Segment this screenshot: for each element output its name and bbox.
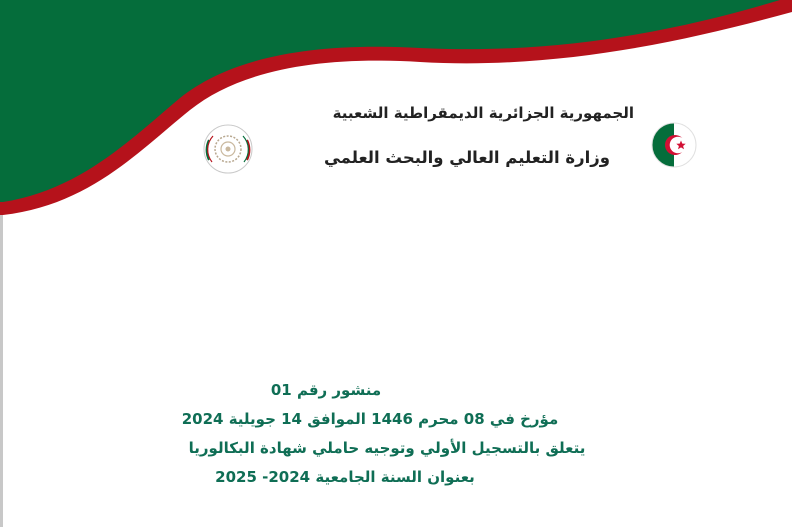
ministry-title: وزارة التعليم العالي والبحث العلمي	[323, 148, 610, 167]
circular-heading	[0, 376, 792, 492]
algerian-flag-icon	[651, 122, 697, 168]
circular-subject: يتعلق بالتسجيل الأولي وتوجيه حاملي شهادة البكالوريا	[188, 439, 586, 457]
republic-title: الجمهورية الجزائرية الديمقراطية الشعبية	[332, 104, 634, 122]
circular-date: مؤرخ في 08 محرم 1446 الموافق 14 جويلية 2024	[181, 410, 559, 428]
circular-academic-year: بعنوان السنة الجامعية 2024- 2025	[215, 468, 475, 486]
ministry-seal-icon	[201, 122, 255, 176]
circular-number: منشور رقم 01	[270, 381, 382, 399]
